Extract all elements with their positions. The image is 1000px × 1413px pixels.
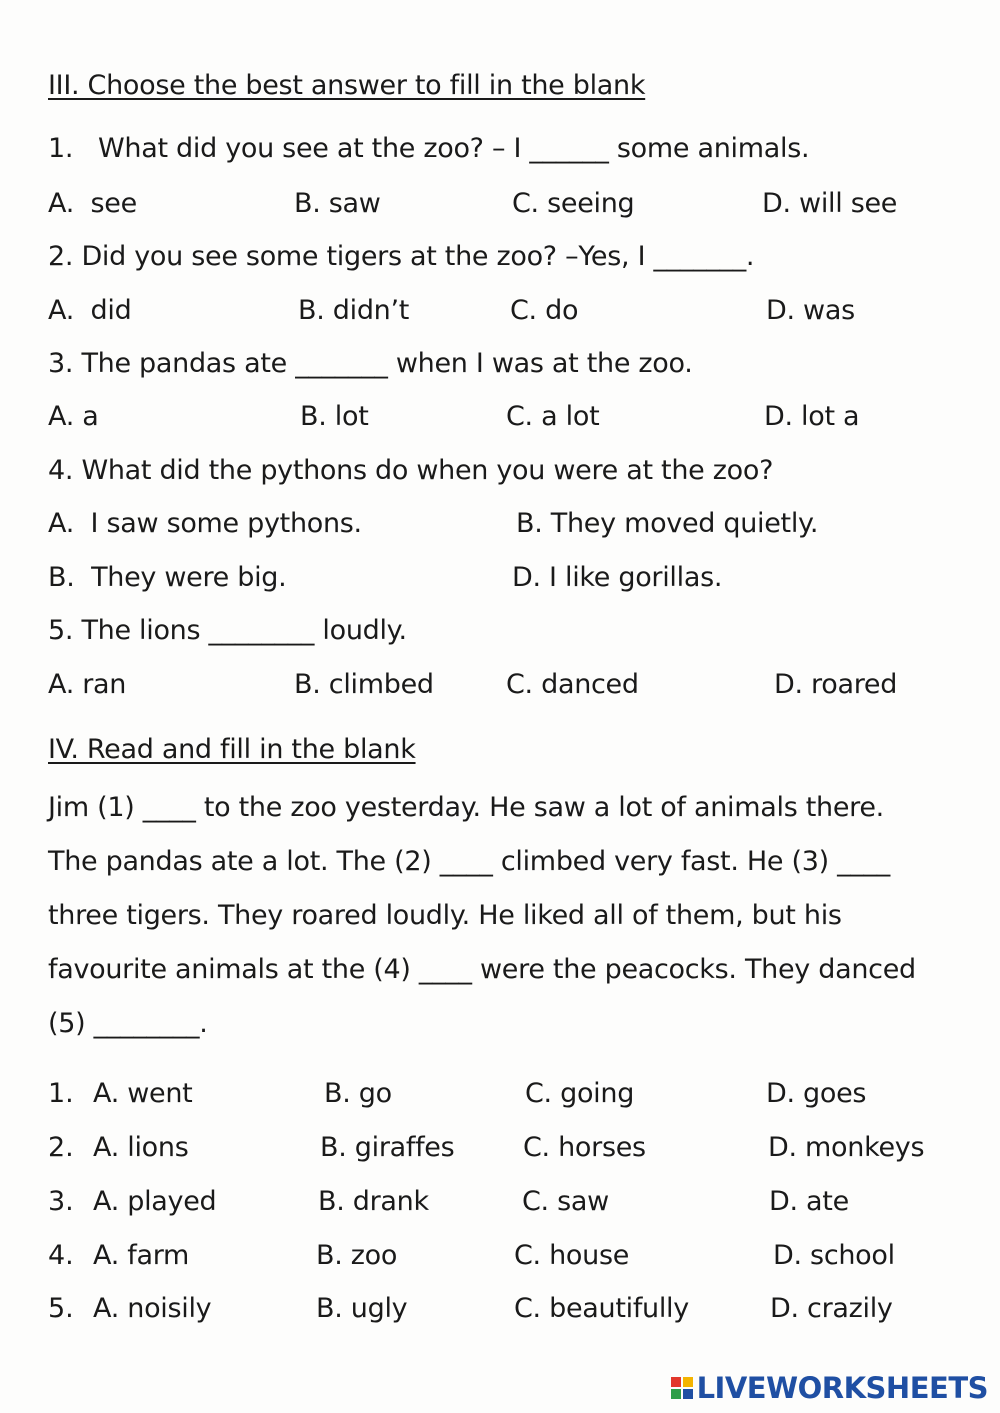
item-5-option-a[interactable]: A. noisily xyxy=(93,1293,212,1324)
item-5-option-b[interactable]: B. ugly xyxy=(316,1293,408,1324)
passage-line-2: The pandas ate a lot. The (2) ____ climbed very fast. He (3) ____ xyxy=(48,846,890,877)
item-5-option-c[interactable]: C. beautifully xyxy=(514,1293,689,1324)
q4-option-c[interactable]: B. They were big. xyxy=(48,562,287,593)
q2-option-d[interactable]: D. was xyxy=(766,295,855,326)
q3-option-a[interactable]: A. a xyxy=(48,401,99,432)
passage-line-3: three tigers. They roared loudly. He liked all of them, but his xyxy=(48,900,842,931)
item-4-number: 4. xyxy=(48,1240,74,1271)
item-3-option-d[interactable]: D. ate xyxy=(769,1186,849,1217)
q1-option-b[interactable]: B. saw xyxy=(294,188,381,219)
item-5-number: 5. xyxy=(48,1293,74,1324)
item-4-option-c[interactable]: C. house xyxy=(514,1240,630,1271)
liveworksheets-logo-text: LIVEWORKSHEETS xyxy=(696,1371,988,1405)
item-2-option-a[interactable]: A. lions xyxy=(93,1132,189,1163)
question-3: 3. The pandas ate _______ when I was at the zoo. xyxy=(48,348,693,379)
item-4-option-a[interactable]: A. farm xyxy=(93,1240,190,1271)
q2-option-a[interactable]: A. did xyxy=(48,295,132,326)
q1-option-c[interactable]: C. seeing xyxy=(512,188,635,219)
passage-line-4: favourite animals at the (4) ____ were the peacocks. They danced xyxy=(48,954,916,985)
item-5-option-d[interactable]: D. crazily xyxy=(770,1293,893,1324)
item-3-option-a[interactable]: A. played xyxy=(93,1186,217,1217)
q5-option-b[interactable]: B. climbed xyxy=(294,669,434,700)
q2-option-b[interactable]: B. didn’t xyxy=(298,295,410,326)
question-1: 1. What did you see at the zoo? – I ______ some animals. xyxy=(48,133,810,164)
item-3-option-b[interactable]: B. drank xyxy=(318,1186,429,1217)
section-4-heading: IV. Read and fill in the blank xyxy=(48,734,416,765)
item-1-option-c[interactable]: C. going xyxy=(525,1078,635,1109)
section-3-heading: III. Choose the best answer to fill in the blank xyxy=(48,70,646,101)
q1-option-d[interactable]: D. will see xyxy=(762,188,898,219)
q2-option-c[interactable]: C. do xyxy=(510,295,579,326)
q5-option-a[interactable]: A. ran xyxy=(48,669,127,700)
item-3-option-c[interactable]: C. saw xyxy=(522,1186,609,1217)
liveworksheets-logo xyxy=(671,1371,988,1405)
q4-option-a[interactable]: A. I saw some pythons. xyxy=(48,508,362,539)
q5-option-c[interactable]: C. danced xyxy=(506,669,639,700)
item-2-option-d[interactable]: D. monkeys xyxy=(768,1132,925,1163)
passage-line-5: (5) ________. xyxy=(48,1008,208,1039)
item-2-number: 2. xyxy=(48,1132,74,1163)
q4-option-b[interactable]: B. They moved quietly. xyxy=(516,508,819,539)
passage-line-1: Jim (1) ____ to the zoo yesterday. He saw a lot of animals there. xyxy=(48,792,884,823)
question-4: 4. What did the pythons do when you were at the zoo? xyxy=(48,455,774,486)
item-4-option-d[interactable]: D. school xyxy=(773,1240,895,1271)
item-2-option-b[interactable]: B. giraffes xyxy=(320,1132,455,1163)
question-2: 2. Did you see some tigers at the zoo? –Yes, I _______. xyxy=(48,241,755,272)
item-1-option-b[interactable]: B. go xyxy=(324,1078,392,1109)
question-5: 5. The lions ________ loudly. xyxy=(48,615,407,646)
q5-option-d[interactable]: D. roared xyxy=(774,669,898,700)
q3-option-b[interactable]: B. lot xyxy=(300,401,369,432)
q4-option-d[interactable]: D. I like gorillas. xyxy=(512,562,723,593)
q1-option-a[interactable]: A. see xyxy=(48,188,137,219)
item-3-number: 3. xyxy=(48,1186,74,1217)
q3-option-d[interactable]: D. lot a xyxy=(764,401,860,432)
liveworksheets-logo-icon xyxy=(671,1377,693,1399)
item-1-number: 1. xyxy=(48,1078,74,1109)
item-1-option-d[interactable]: D. goes xyxy=(766,1078,867,1109)
item-1-option-a[interactable]: A. went xyxy=(93,1078,193,1109)
item-4-option-b[interactable]: B. zoo xyxy=(316,1240,398,1271)
item-2-option-c[interactable]: C. horses xyxy=(523,1132,646,1163)
q3-option-c[interactable]: C. a lot xyxy=(506,401,600,432)
